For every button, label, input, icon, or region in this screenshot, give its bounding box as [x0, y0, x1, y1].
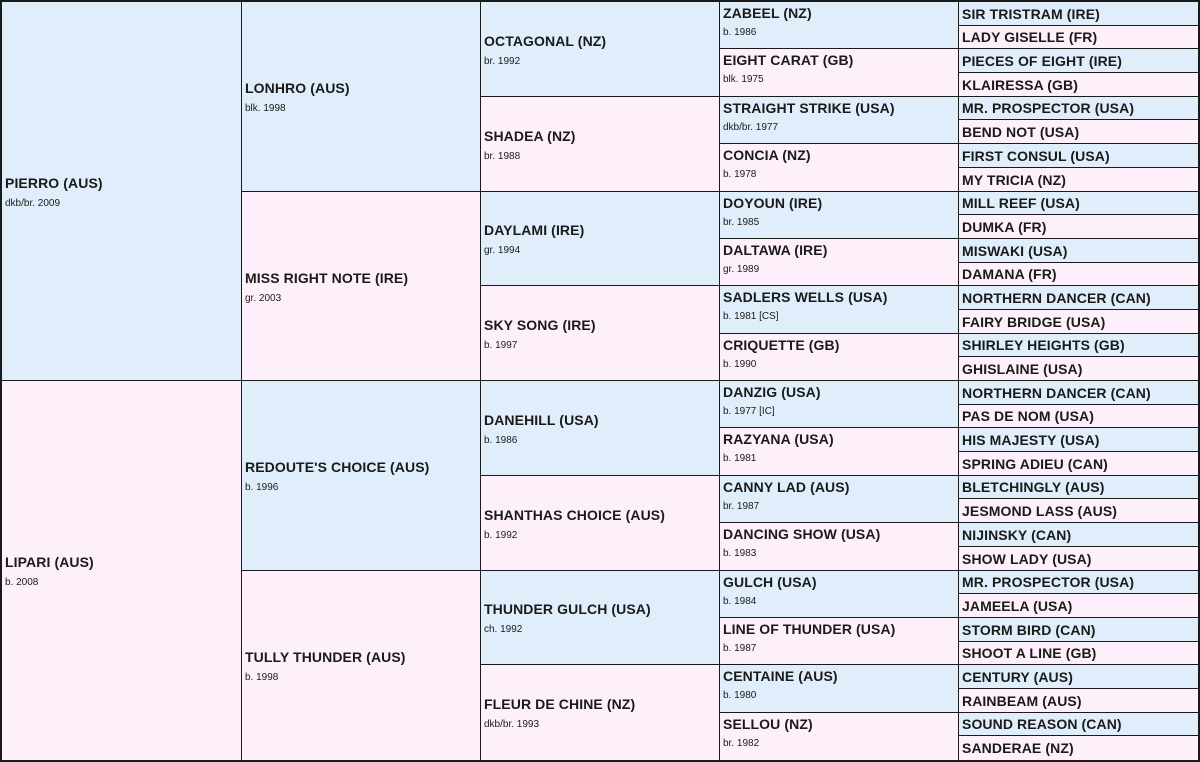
horse-info: gr. 1989 [723, 264, 760, 275]
horse-name: CENTAINE (AUS) [723, 668, 838, 684]
horse-info: b. 1986 [723, 27, 757, 38]
horse-name: LADY GISELLE (FR) [962, 29, 1098, 45]
horse-name: FIRST CONSUL (USA) [962, 147, 1110, 164]
pedigree-cell-gen5-19 [959, 428, 1198, 452]
horse-name: SKY SONG (IRE) [484, 316, 596, 333]
horse-info: dkb/br. 1993 [484, 719, 540, 730]
pedigree-cell-gen5-31 [959, 713, 1198, 736]
horse-name: KLAIRESSA (GB) [962, 76, 1078, 93]
pedigree-cell-gen3-2 [481, 97, 720, 192]
horse-name: MR. PROSPECTOR (USA) [962, 100, 1135, 116]
horse-name: SHOOT A LINE (GB) [962, 645, 1097, 661]
horse-name: GULCH (USA) [723, 574, 817, 590]
pedigree-cell-gen5-10 [959, 215, 1198, 239]
horse-name: ZABEEL (NZ) [723, 5, 812, 21]
horse-name: SELLOU (NZ) [723, 716, 813, 732]
horse-name: SHIRLEY HEIGHTS (GB) [962, 337, 1125, 353]
horse-name: CRIQUETTE (GB) [723, 337, 840, 353]
horse-info: ch. 1992 [484, 624, 523, 635]
horse-name: HIS MAJESTY (USA) [962, 431, 1100, 448]
pedigree-cell-gen3-4 [481, 286, 720, 381]
pedigree-cell-gen4-13 [720, 571, 959, 618]
horse-name: CENTURY (AUS) [962, 668, 1073, 685]
horse-name: NORTHERN DANCER (CAN) [962, 289, 1151, 306]
horse-name: CONCIA (NZ) [723, 147, 811, 163]
pedigree-cell-gen2-1 [242, 2, 481, 192]
pedigree-cell-gen4-15 [720, 665, 959, 713]
horse-name: RAINBEAM (AUS) [962, 692, 1082, 709]
horse-info: br. 1987 [723, 501, 760, 512]
pedigree-cell-gen5-20 [959, 452, 1198, 476]
horse-name: MILL REEF (USA) [962, 195, 1080, 211]
horse-name: CANNY LAD (AUS) [723, 479, 850, 495]
pedigree-cell-gen5-26 [959, 594, 1198, 618]
horse-name: SPRING ADIEU (CAN) [962, 455, 1108, 472]
horse-name: SOUND REASON (CAN) [962, 716, 1122, 732]
horse-name: PIECES OF EIGHT (IRE) [962, 52, 1123, 69]
pedigree-cell-gen5-1 [959, 2, 1198, 26]
horse-name: SIR TRISTRAM (IRE) [962, 5, 1100, 22]
horse-name: JAMEELA (USA) [962, 597, 1073, 614]
pedigree-cell-gen3-8 [481, 665, 720, 760]
pedigree-cell-gen5-17 [959, 381, 1198, 405]
pedigree-cell-gen5-30 [959, 689, 1198, 713]
pedigree-cell-gen4-10 [720, 428, 959, 476]
pedigree-cell-gen5-6 [959, 120, 1198, 144]
horse-name: EIGHT CARAT (GB) [723, 52, 854, 68]
pedigree-cell-gen5-11 [959, 239, 1198, 263]
pedigree-cell-gen5-23 [959, 523, 1198, 547]
horse-info: b. 1992 [484, 529, 518, 541]
horse-info: b. 1984 [723, 596, 757, 607]
horse-info: dkb/br. 2009 [5, 197, 61, 209]
horse-info: b. 1997 [484, 339, 518, 351]
pedigree-cell-gen5-7 [959, 144, 1198, 168]
pedigree-cell-gen4-16 [720, 713, 959, 760]
horse-name: REDOUTE'S CHOICE (AUS) [245, 459, 430, 475]
horse-info: br. 1988 [484, 150, 521, 162]
horse-info: blk. 1975 [723, 74, 764, 85]
pedigree-cell-gen1-1 [2, 2, 242, 381]
horse-name: SHANTHAS CHOICE (AUS) [484, 506, 665, 523]
horse-name: PIERRO (AUS) [5, 174, 103, 191]
horse-name: NORTHERN DANCER (CAN) [962, 384, 1151, 401]
pedigree-cell-gen5-13 [959, 286, 1198, 310]
horse-info: b. 1981 [723, 453, 757, 464]
pedigree-cell-gen4-11 [720, 476, 959, 523]
pedigree-cell-gen5-14 [959, 310, 1198, 334]
horse-name: PAS DE NOM (USA) [962, 408, 1095, 424]
horse-info: b. 1987 [723, 643, 757, 654]
horse-name: MY TRICIA (NZ) [962, 171, 1067, 188]
pedigree-cell-gen3-5 [481, 381, 720, 476]
pedigree-cell-gen4-3 [720, 97, 959, 144]
horse-info: blk. 1998 [245, 103, 286, 114]
pedigree-cell-gen2-2 [242, 192, 481, 381]
pedigree-cell-gen5-25 [959, 571, 1198, 594]
horse-info: br. 1985 [723, 217, 760, 228]
horse-info: b. 1978 [723, 169, 757, 180]
horse-name: THUNDER GULCH (USA) [484, 601, 651, 617]
pedigree-cell-gen4-5 [720, 192, 959, 239]
horse-info: b. 1986 [484, 434, 518, 446]
pedigree-cell-gen4-14 [720, 618, 959, 665]
pedigree-cell-gen5-12 [959, 263, 1198, 286]
horse-info: b. 2008 [5, 577, 39, 588]
horse-info: b. 1990 [723, 359, 757, 370]
horse-name: FLEUR DE CHINE (NZ) [484, 696, 636, 712]
horse-name: FAIRY BRIDGE (USA) [962, 313, 1106, 330]
pedigree-cell-gen5-15 [959, 334, 1198, 357]
horse-name: SANDERAE (NZ) [962, 740, 1074, 756]
horse-name: STRAIGHT STRIKE (USA) [723, 100, 895, 116]
pedigree-cell-gen4-1 [720, 2, 959, 49]
pedigree-cell-gen5-8 [959, 168, 1198, 192]
horse-info: b. 1981 [CS] [723, 311, 779, 322]
horse-info: gr. 1994 [484, 245, 521, 256]
horse-name: LINE OF THUNDER (USA) [723, 621, 896, 637]
horse-name: MISS RIGHT NOTE (IRE) [245, 269, 409, 286]
horse-name: DAMANA (FR) [962, 266, 1057, 282]
pedigree-cell-gen5-27 [959, 618, 1198, 642]
horse-name: TULLY THUNDER (AUS) [245, 649, 406, 665]
horse-info: b. 1998 [245, 672, 279, 683]
horse-name: LONHRO (AUS) [245, 80, 350, 96]
horse-name: JESMOND LASS (AUS) [962, 502, 1118, 519]
horse-name: DUMKA (FR) [962, 218, 1047, 235]
pedigree-cell-gen5-5 [959, 97, 1198, 120]
pedigree-cell-gen4-6 [720, 239, 959, 286]
horse-name: DANZIG (USA) [723, 384, 821, 400]
pedigree-cell-gen2-3 [242, 381, 481, 571]
pedigree-cell-gen5-21 [959, 476, 1198, 499]
pedigree-cell-gen4-12 [720, 523, 959, 571]
pedigree-cell-gen4-9 [720, 381, 959, 428]
horse-name: OCTAGONAL (NZ) [484, 32, 607, 49]
pedigree-cell-gen4-2 [720, 49, 959, 97]
pedigree-cell-gen3-6 [481, 476, 720, 571]
pedigree-cell-gen4-8 [720, 334, 959, 381]
pedigree-cell-gen4-4 [720, 144, 959, 192]
horse-name: DANCING SHOW (USA) [723, 526, 881, 542]
pedigree-cell-gen5-24 [959, 547, 1198, 571]
pedigree-cell-gen4-7 [720, 286, 959, 334]
horse-info: dkb/br. 1977 [723, 122, 779, 133]
horse-name: RAZYANA (USA) [723, 431, 834, 447]
horse-name: DALTAWA (IRE) [723, 242, 828, 258]
pedigree-cell-gen5-32 [959, 736, 1198, 760]
horse-name: GHISLAINE (USA) [962, 360, 1083, 377]
pedigree-cell-gen5-29 [959, 665, 1198, 689]
horse-name: SADLERS WELLS (USA) [723, 289, 888, 305]
horse-name: SHOW LADY (USA) [962, 550, 1092, 567]
horse-name: BLETCHINGLY (AUS) [962, 479, 1105, 495]
horse-info: br. 1982 [723, 738, 760, 749]
pedigree-cell-gen3-1 [481, 2, 720, 97]
horse-info: br. 1992 [484, 55, 521, 67]
horse-name: SHADEA (NZ) [484, 127, 576, 144]
pedigree-cell-gen5-4 [959, 73, 1198, 97]
horse-name: DOYOUN (IRE) [723, 195, 823, 211]
horse-name: STORM BIRD (CAN) [962, 621, 1096, 638]
horse-info: gr. 2003 [245, 292, 282, 304]
horse-info: b. 1983 [723, 548, 757, 559]
horse-name: MR. PROSPECTOR (USA) [962, 574, 1135, 590]
horse-name: DANEHILL (USA) [484, 411, 599, 428]
horse-name: BEND NOT (USA) [962, 123, 1080, 140]
pedigree-cell-gen5-9 [959, 192, 1198, 215]
pedigree-cell-gen5-18 [959, 405, 1198, 428]
pedigree-cell-gen3-3 [481, 192, 720, 286]
horse-name: MISWAKI (USA) [962, 242, 1068, 259]
horse-info: b. 1980 [723, 690, 757, 701]
pedigree-cell-gen3-7 [481, 571, 720, 665]
horse-name: NIJINSKY (CAN) [962, 526, 1072, 543]
horse-info: b. 1996 [245, 482, 279, 493]
pedigree-cell-gen5-22 [959, 499, 1198, 523]
pedigree-cell-gen5-3 [959, 49, 1198, 73]
horse-name: DAYLAMI (IRE) [484, 222, 585, 238]
pedigree-cell-gen5-16 [959, 357, 1198, 381]
horse-name: LIPARI (AUS) [5, 554, 94, 570]
pedigree-cell-gen5-28 [959, 642, 1198, 665]
pedigree-cell-gen5-2 [959, 26, 1198, 49]
pedigree-cell-gen2-4 [242, 571, 481, 760]
pedigree-cell-gen1-2 [2, 381, 242, 760]
horse-info: b. 1977 [IC] [723, 406, 775, 417]
